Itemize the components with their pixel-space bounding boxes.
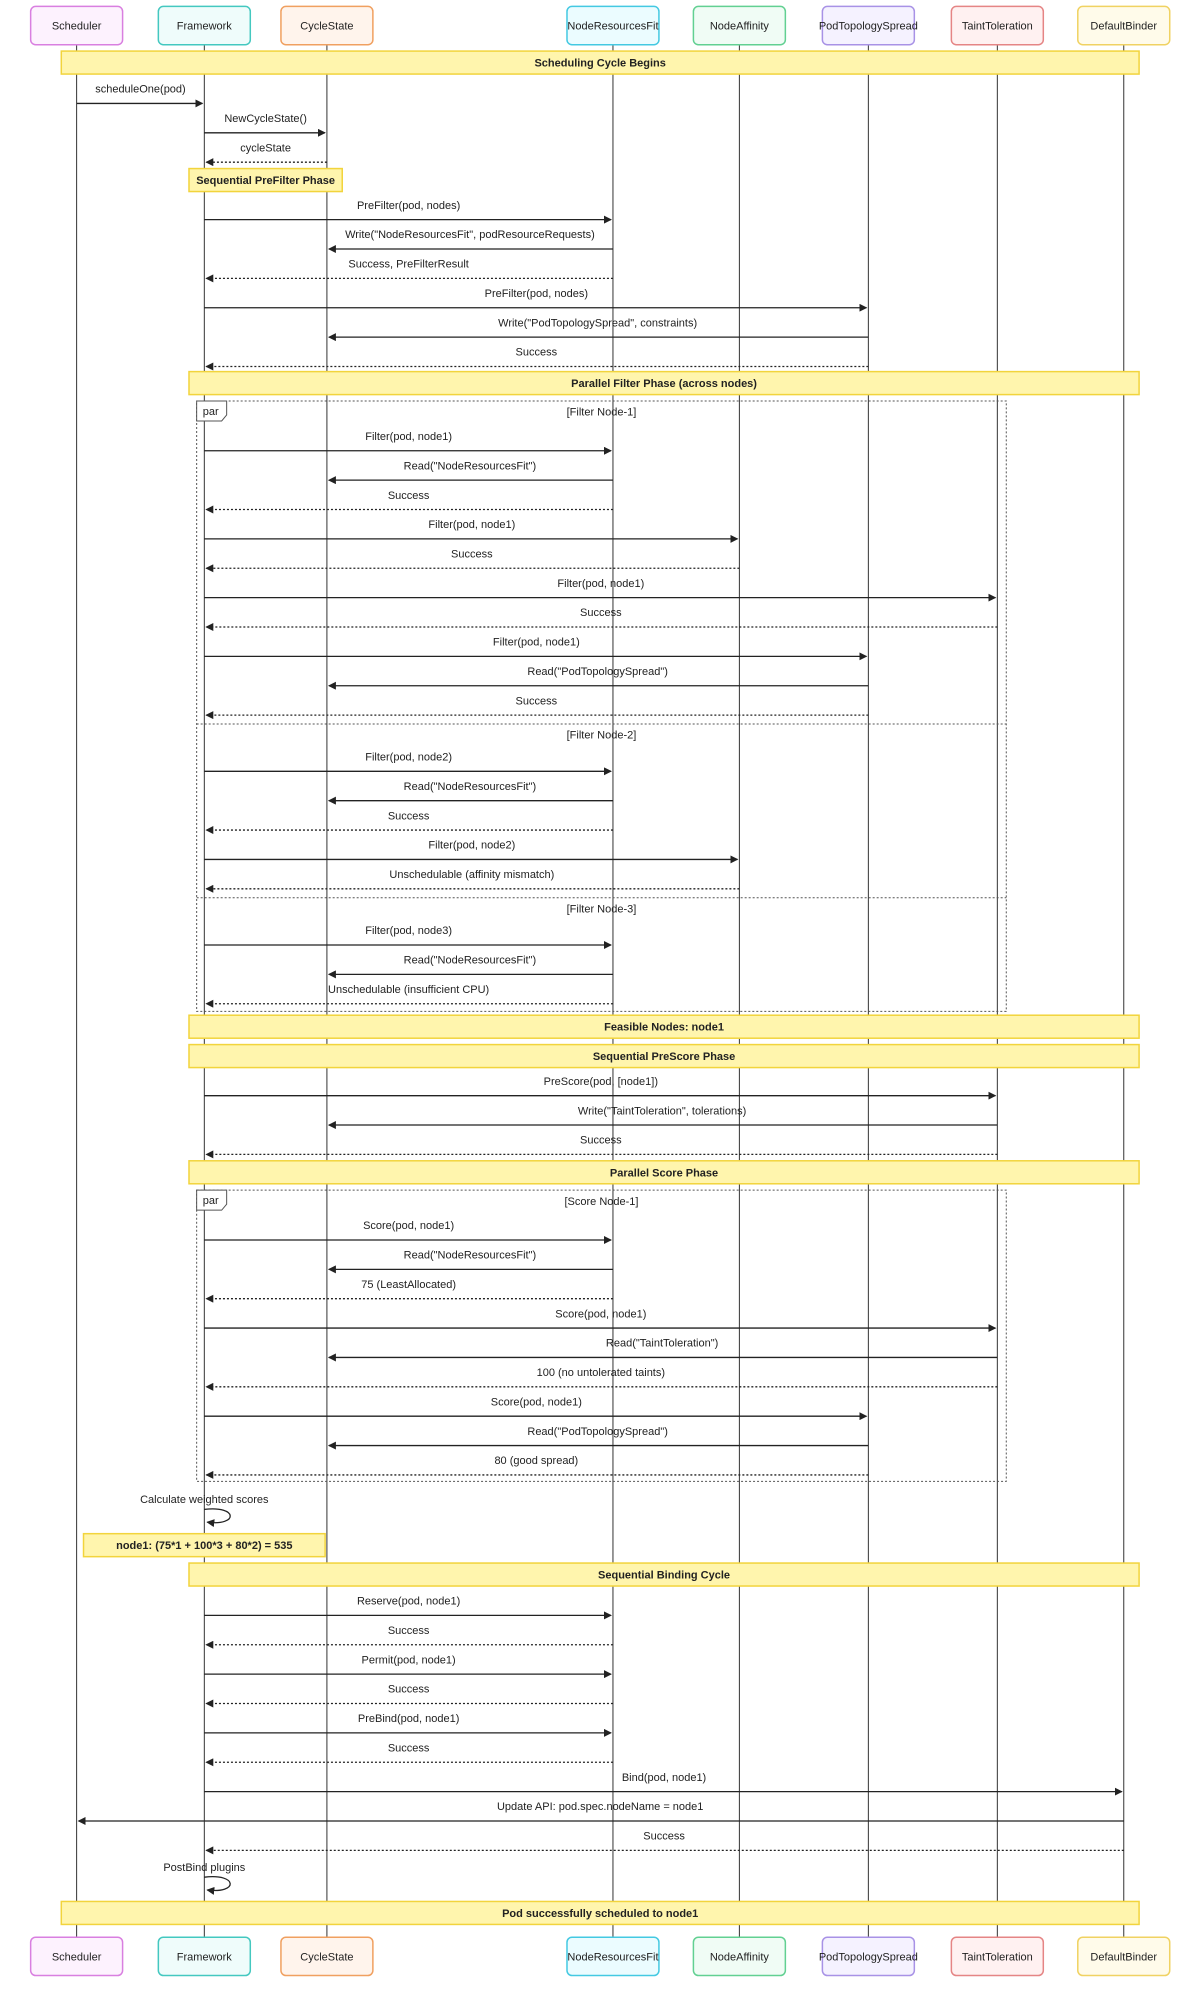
- participant-noderesourcesfit-bottom: [567, 1937, 659, 1975]
- participant-label: NodeAffinity: [709, 1951, 769, 1964]
- self-message-arrow: [204, 1877, 230, 1891]
- message-label: Filter(pod, node2): [365, 751, 453, 764]
- participant-tainttoleration-bottom: [951, 1937, 1043, 1975]
- par-label: par: [202, 405, 219, 418]
- self-message-arrow: [204, 1509, 230, 1523]
- participant-label: CycleState: [300, 20, 354, 33]
- participant-noderesourcesfit-top: [567, 6, 659, 44]
- note-text: Parallel Filter Phase (across nodes): [571, 378, 757, 391]
- message-label: PreFilter(pod, nodes): [484, 287, 589, 300]
- message-label: Score(pod, node1): [555, 1308, 647, 1321]
- message-label: Bind(pod, node1): [621, 1771, 707, 1784]
- note-text: Sequential PreFilter Phase: [196, 175, 336, 188]
- self-message-label: PostBind plugins: [163, 1861, 246, 1874]
- message-label: Success: [387, 1683, 430, 1696]
- note-text: node1: (75*1 + 100*3 + 80*2) = 535: [116, 1540, 293, 1553]
- message-label: Success: [387, 1625, 430, 1638]
- message-label: Success, PreFilterResult: [348, 258, 469, 271]
- participant-label: NodeResourcesFit: [567, 1951, 659, 1964]
- message-label: Filter(pod, node1): [557, 577, 645, 590]
- par-section-label: [Filter Node-1]: [566, 406, 637, 419]
- participant-cyclestate-top: [281, 6, 373, 44]
- par-label: par: [202, 1195, 219, 1208]
- message-label: Success: [451, 548, 493, 561]
- par-section-label: [Score Node-1]: [564, 1195, 639, 1208]
- message-label: Read("PodTopologySpread"): [527, 1425, 668, 1438]
- message-label: Permit(pod, node1): [361, 1654, 456, 1667]
- message-label: 100 (no untolerated taints): [536, 1367, 666, 1380]
- message-label: 75 (LeastAllocated): [361, 1278, 457, 1291]
- message-label: Unschedulable (affinity mismatch): [389, 869, 555, 882]
- participant-label: Framework: [176, 1951, 232, 1964]
- message-label: Write("PodTopologySpread", constraints): [498, 317, 698, 330]
- participant-label: PodTopologySpread: [818, 20, 918, 33]
- participant-framework-top: [158, 6, 250, 44]
- note-text: Sequential PreScore Phase: [592, 1051, 736, 1064]
- par-section-label: [Filter Node-2]: [566, 729, 637, 742]
- message-label: Unschedulable (insufficient CPU): [328, 983, 490, 996]
- participant-label: DefaultBinder: [1090, 20, 1158, 33]
- message-label: Filter(pod, node2): [428, 839, 516, 852]
- participant-label: TaintToleration: [961, 20, 1033, 33]
- message-label: Filter(pod, node1): [365, 431, 453, 444]
- participant-label: NodeAffinity: [709, 20, 769, 33]
- participant-tainttoleration-top: [951, 6, 1043, 44]
- participant-podtopologyspread-top: [819, 6, 918, 44]
- note-text: Scheduling Cycle Begins: [534, 57, 666, 70]
- message-label: Write("TaintToleration", tolerations): [577, 1105, 747, 1118]
- message-label: Success: [643, 1830, 685, 1843]
- note-text: Pod successfully scheduled to node1: [502, 1907, 699, 1920]
- participant-defaultbinder-bottom: [1078, 1937, 1170, 1975]
- message-label: Read("NodeResourcesFit"): [403, 1249, 537, 1262]
- participant-podtopologyspread-bottom: [819, 1937, 918, 1975]
- message-label: Success: [515, 695, 558, 708]
- message-label: Filter(pod, node1): [492, 636, 580, 649]
- participant-label: NodeResourcesFit: [567, 20, 659, 33]
- participant-scheduler-top: [31, 6, 123, 44]
- message-label: Success: [580, 1134, 622, 1147]
- message-label: PreScore(pod, [node1]): [543, 1075, 659, 1088]
- participant-nodeaffinity-bottom: [693, 1937, 785, 1975]
- participant-label: TaintToleration: [961, 1951, 1033, 1964]
- participant-label: Framework: [176, 20, 232, 33]
- participant-nodeaffinity-top: [693, 6, 785, 44]
- participant-framework-bottom: [158, 1937, 250, 1975]
- message-label: Read("PodTopologySpread"): [527, 665, 668, 678]
- self-message-label: Calculate weighted scores: [140, 1494, 269, 1507]
- note-text: Feasible Nodes: node1: [604, 1021, 724, 1034]
- participant-label: PodTopologySpread: [818, 1951, 918, 1964]
- message-label: Filter(pod, node1): [428, 519, 516, 532]
- message-label: Write("NodeResourcesFit", podResourceRequests): [345, 229, 595, 242]
- message-label: Success: [580, 607, 622, 620]
- message-label: NewCycleState(): [224, 113, 307, 126]
- message-label: Read("NodeResourcesFit"): [403, 780, 537, 793]
- message-label: Success: [387, 489, 430, 502]
- message-label: PreFilter(pod, nodes): [356, 199, 461, 212]
- message-label: cycleState: [240, 142, 291, 155]
- message-label: Success: [515, 346, 558, 359]
- message-label: PreBind(pod, node1): [357, 1713, 460, 1726]
- participant-label: Scheduler: [51, 20, 102, 33]
- par-section-label: [Filter Node-3]: [566, 903, 637, 916]
- message-label: Update API: pod.spec.nodeName = node1: [496, 1801, 704, 1814]
- message-label: Success: [387, 810, 430, 823]
- participant-label: CycleState: [300, 1951, 354, 1964]
- note-text: Parallel Score Phase: [609, 1167, 719, 1180]
- message-label: Success: [387, 1742, 430, 1755]
- message-label: 80 (good spread): [494, 1455, 579, 1468]
- participant-defaultbinder-top: [1078, 6, 1170, 44]
- participant-scheduler-bottom: [31, 1937, 123, 1975]
- message-label: Filter(pod, node3): [365, 925, 453, 938]
- participant-cyclestate-bottom: [281, 1937, 373, 1975]
- participant-label: Scheduler: [51, 1951, 102, 1964]
- message-label: Read("NodeResourcesFit"): [403, 460, 537, 473]
- message-label: Read("TaintToleration"): [605, 1337, 719, 1350]
- participant-label: DefaultBinder: [1090, 1951, 1158, 1964]
- message-label: Score(pod, node1): [363, 1220, 455, 1233]
- note-text: Sequential Binding Cycle: [598, 1569, 731, 1582]
- par-frame: [197, 401, 1007, 1011]
- message-label: Read("NodeResourcesFit"): [403, 954, 537, 967]
- message-label: scheduleOne(pod): [95, 83, 186, 96]
- message-label: Score(pod, node1): [490, 1396, 582, 1409]
- message-label: Reserve(pod, node1): [356, 1595, 461, 1608]
